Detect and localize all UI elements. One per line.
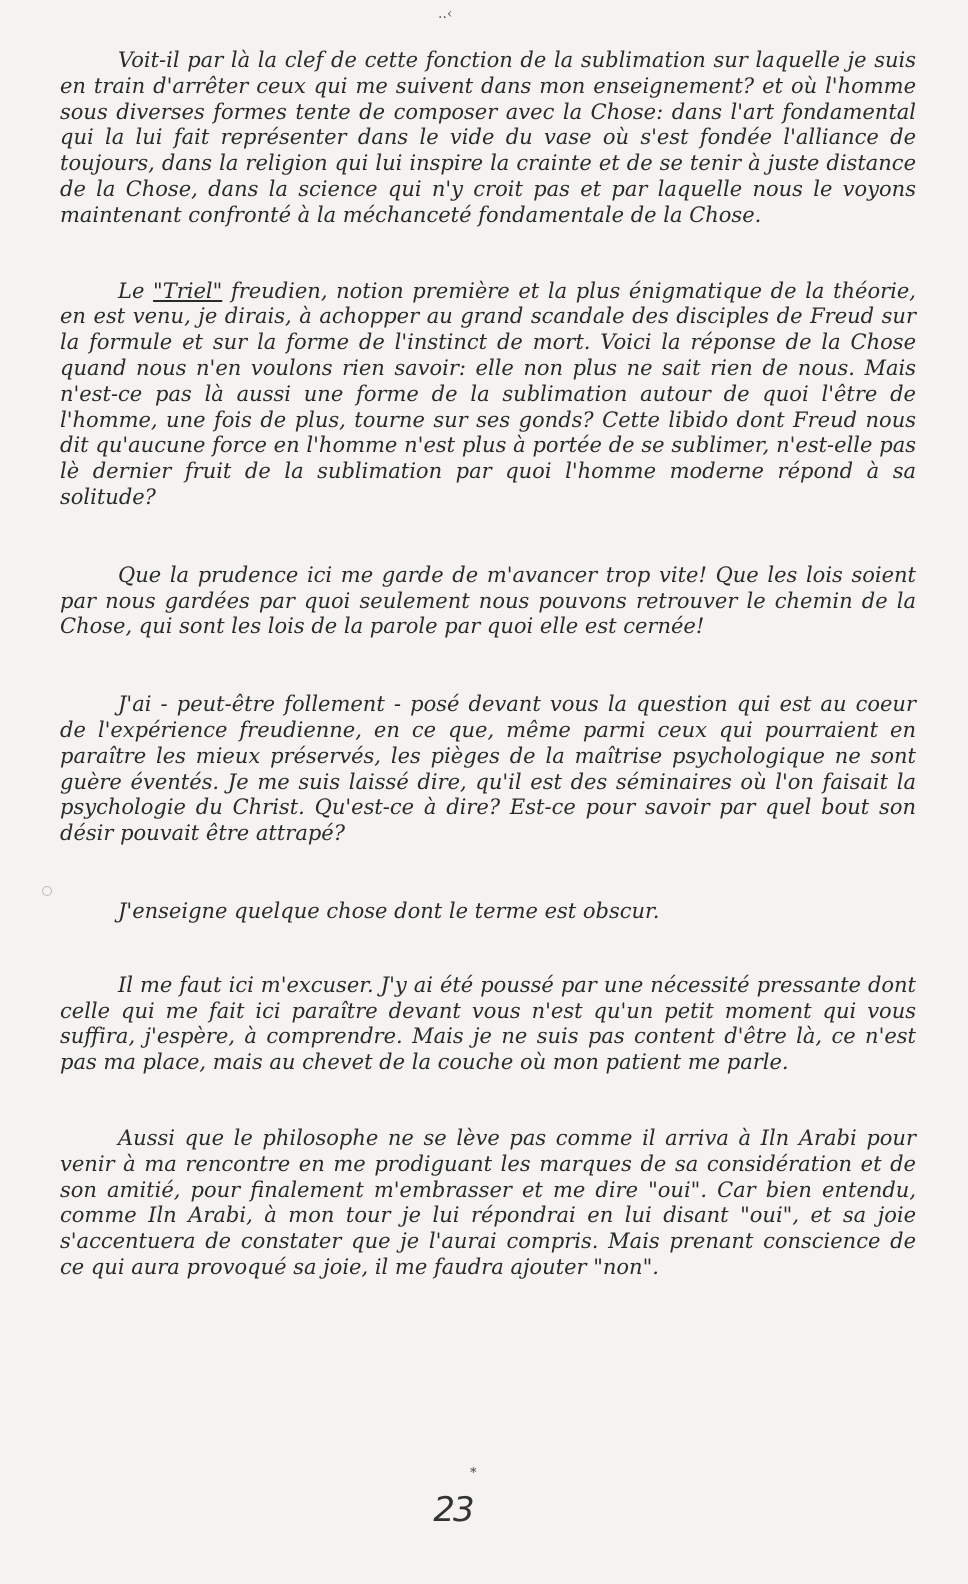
underlined-term: "Triel"	[153, 278, 223, 303]
paragraph-2-text: freudien, notion première et la plus énigmatique de la théorie, en est venu, je dirais, à achopper au grand scandale des disciples de Freud sur la formule et sur la forme de l'instinct de mort. Voici la réponse de la Chose quand nous n'en voulons rien savoir: elle non plus ne sait rien de nous. Mais n'est-ce pas là aussi une forme de la sublimation autour de quoi l'être de l'homme, une fois de plus, tourne sur ses gonds? Cette libido dont Freud nous dit qu'aucune force en l'homme n'est plus à portée de se sublimer, n'est-elle pas lè dernier fruit de la sublimation par quoi l'homme moderne répond à sa solitude?	[60, 278, 916, 509]
paragraph-3: Que la prudence ici me garde de m'avancer trop vite! Que les lois soient par nous gardées par quoi seulement nous pouvons retrouver le chemin de la Chose, qui sont les lois de la parole par quoi elle est cernée!	[60, 562, 916, 639]
paragraph-4: J'ai - peut-être follement - posé devant vous la question qui est au coeur de l'expérience freudienne, en ce que, même parmi ceux qui pourraient en paraître les mieux préservés, les pièges de la maîtrise psychologique ne sont guère éventés. Je me suis laissé dire, qu'il est des séminaires où l'on faisait la psychologie du Christ. Qu'est-ce à dire? Est-ce pour savoir par quel bout son désir pouvait être attrapé?	[60, 692, 916, 846]
paragraph-2-lead: Le	[118, 278, 154, 303]
body-text	[60, 48, 916, 1281]
paragraph-5: J'enseigne quelque chose dont le terme est obscur.	[118, 898, 660, 923]
margin-hole-mark	[42, 886, 52, 896]
paragraph-7: Aussi que le philosophe ne se lève pas comme il arriva à Iln Arabi pour venir à ma rencontre en me prodiguant les marques de sa considération et de son amitié, pour finalement m'embrasser et me dire "oui". Car bien entendu, comme Iln Arabi, à mon tour je lui répondrai en lui disant "oui", et sa joie s'accentuera de constater que je l'aurai compris. Mais prenant conscience de ce qui aura provoqué sa joie, il me faudra ajouter "non".	[60, 1125, 916, 1279]
top-mark: ..‹	[438, 6, 453, 22]
paragraph-6: Il me faut ici m'excuser. J'y ai été poussé par une nécessité pressante dont celle qui me fait ici paraître devant vous n'est qu'un petit moment qui vous suffira, j'espère, à comprendre. Mais je ne suis pas content d'être là, ce n'est pas ma place, mais au chevet de la couche où mon patient me parle.	[60, 972, 916, 1075]
footer-mark: *	[470, 1466, 477, 1481]
paragraph-1: Voit-il par là la clef de cette fonction de la sublimation sur laquelle je suis en train d'arrêter ceux qui me suivent dans mon enseignement? et où l'homme sous diverses formes tente de composer avec la Chose: dans l'art fondamental qui la lui fait représenter dans le vide du vase où s'est fondée l'alliance de toujours, dans la religion qui lui inspire la crainte et de se tenir à juste distance de la Chose, dans la science qui n'y croit pas et par laquelle nous le voyons maintenant confronté à la méchanceté fondamentale de la Chose.	[60, 48, 916, 227]
paragraph-2	[60, 279, 916, 511]
page-number: 23	[433, 1490, 473, 1530]
